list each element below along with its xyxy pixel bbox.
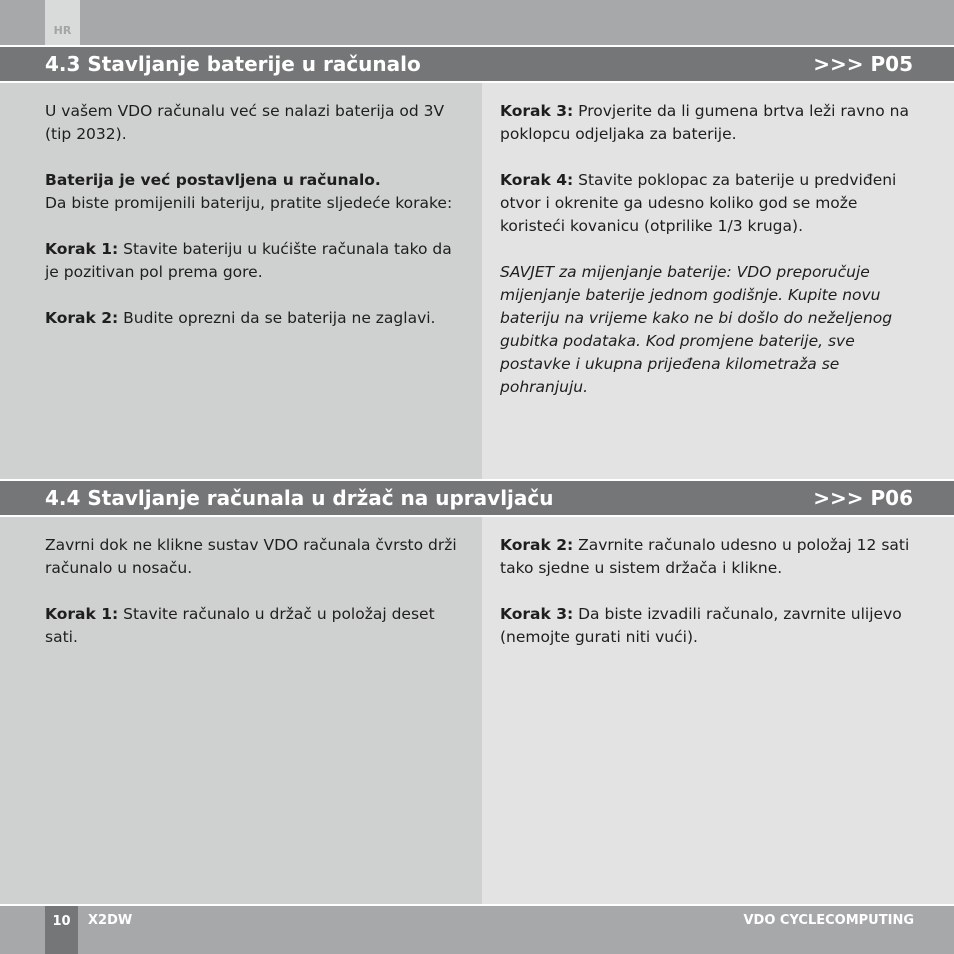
section-title: 4.3 Stavljanje baterije u računalo xyxy=(45,52,421,76)
language-tab xyxy=(45,0,80,45)
footer-model: X2DW xyxy=(88,913,133,928)
step-1: Korak 1: Stavite bateriju u kućište računala tako da je pozitivan pol prema gore. xyxy=(45,240,452,281)
step-2: Korak 2: Zavrnite računalo udesno u položaj 12 sati tako sjedne u sistem držača i klikne. xyxy=(500,536,910,577)
section2-right-text xyxy=(500,534,910,649)
paragraph: Zavrni dok ne klikne sustav VDO računala čvrsto drži računalo u nosaču. xyxy=(45,536,457,577)
language-tab-label: HR xyxy=(53,24,72,37)
step-label: Korak 1: xyxy=(45,605,119,623)
bold-heading: Baterija je već postavljena u računalo. xyxy=(45,171,381,189)
section-header-4-3 xyxy=(0,47,954,81)
step-label: Korak 2: xyxy=(45,309,119,327)
page-number-box xyxy=(45,906,78,954)
page-number: 10 xyxy=(52,914,71,929)
section-header-4-4 xyxy=(0,481,954,515)
section1-left-text xyxy=(45,100,465,330)
step-label: Korak 2: xyxy=(500,536,574,554)
paragraph: U vašem VDO računalu već se nalazi baterija od 3V (tip 2032). xyxy=(45,102,445,143)
paragraph: Baterija je već postavljena u računalo. Da biste promijenili bateriju, pratite sljedeće korake: xyxy=(45,171,453,212)
step-3: Korak 3: Da biste izvadili računalo, zavrnite ulijevo (nemojte gurati niti vući). xyxy=(500,605,902,646)
section-title: 4.4 Stavljanje računala u držač na upravljaču xyxy=(45,486,554,510)
battery-tip: SAVJET za mijenjanje baterije: VDO preporučuje mijenjanje baterije jednom godišnje. Kupite novu bateriju na vrijeme kako ne bi došlo do neželjenog gubitka podataka. Kod promjene baterije, sve postavke i ukupna prijeđena kilometraža se pohranjuju. xyxy=(500,263,893,396)
step-3: Korak 3: Provjerite da li gumena brtva leži ravno na poklopcu odjeljaka za baterije. xyxy=(500,102,909,143)
step-2: Korak 2: Budite oprezni da se baterija ne zaglavi. xyxy=(45,309,436,327)
step-label: Korak 3: xyxy=(500,605,574,623)
step-label: Korak 3: xyxy=(500,102,574,120)
top-band xyxy=(0,0,954,45)
step-label: Korak 1: xyxy=(45,240,119,258)
section2-left-text xyxy=(45,534,465,649)
step-label: Korak 4: xyxy=(500,171,574,189)
step-1: Korak 1: Stavite računalo u držač u položaj deset sati. xyxy=(45,605,435,646)
page-reference: >>> P06 xyxy=(813,486,913,510)
footer-brand: VDO CYCLECOMPUTING xyxy=(743,913,914,928)
page-reference: >>> P05 xyxy=(813,52,913,76)
section1-right-text xyxy=(500,100,920,399)
step-4: Korak 4: Stavite poklopac za baterije u predviđeni otvor i okrenite ga udesno koliko god se može koristeći kovanicu (otprilike 1/3 kruga). xyxy=(500,171,897,235)
